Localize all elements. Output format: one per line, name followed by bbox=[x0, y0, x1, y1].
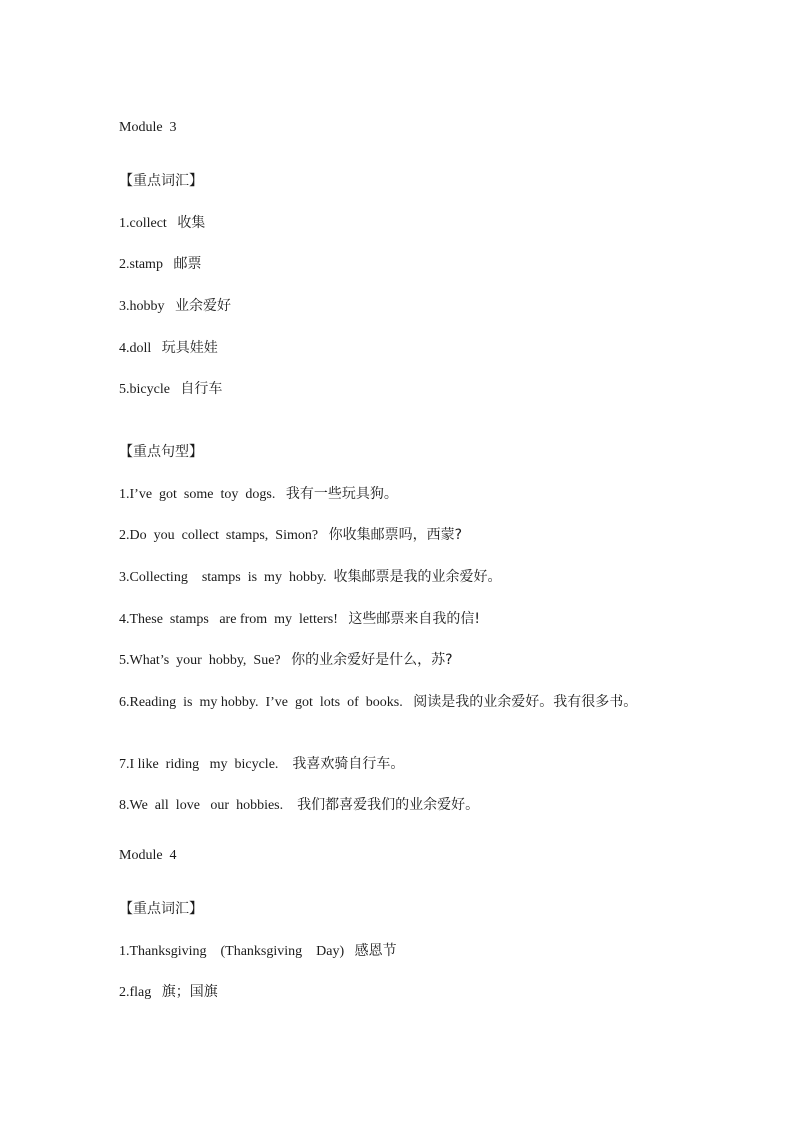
module-3-vocab-item-2 bbox=[119, 255, 201, 274]
vocab-meaning: 玩具娃娃 bbox=[161, 340, 218, 356]
sentence-chinese: 收集邮票是我的业余爱好。 bbox=[333, 569, 502, 585]
module-3-vocab-item-5 bbox=[119, 380, 222, 399]
sentence-english: 4.These stamps are from my letters! bbox=[119, 612, 349, 627]
sentence-english: 2.Do you collect stamps, Simon? bbox=[119, 528, 329, 543]
module-4-vocab-item-2 bbox=[119, 983, 218, 1002]
vocab-word: 1.Thanksgiving (Thanksgiving Day) bbox=[119, 944, 355, 959]
sentence-english: 1.I’ve got some toy dogs. bbox=[119, 487, 286, 502]
module-4-title: Module 4 bbox=[119, 848, 177, 863]
vocab-meaning: 旗；国旗 bbox=[161, 984, 218, 1000]
module-3-sentence-7 bbox=[119, 755, 404, 774]
module-3-sentence-8 bbox=[119, 796, 479, 815]
sentence-chinese: 你的业余爱好是什么，苏? bbox=[291, 652, 453, 668]
vocab-meaning: 邮票 bbox=[173, 256, 202, 272]
vocab-meaning: 收集 bbox=[177, 215, 206, 231]
vocab-word: 2.flag bbox=[119, 985, 162, 1000]
sentence-english: 5.What’s your hobby, Sue? bbox=[119, 653, 292, 668]
vocab-meaning: 自行车 bbox=[180, 381, 223, 397]
vocab-word: 2.stamp bbox=[119, 257, 174, 272]
module-3-title: Module 3 bbox=[119, 120, 177, 135]
module-3-sentence-3 bbox=[119, 568, 502, 587]
vocab-meaning: 业余爱好 bbox=[175, 298, 231, 314]
module-3-sentence-5 bbox=[119, 651, 453, 670]
module-3-vocab-item-3 bbox=[119, 297, 231, 316]
sentence-english: 7.I like riding my bicycle. bbox=[119, 757, 293, 772]
vocab-word: 3.hobby bbox=[119, 299, 175, 314]
sentence-chinese: 这些邮票来自我的信! bbox=[348, 611, 481, 627]
module-4-vocab-heading: 【重点词汇】 bbox=[119, 901, 203, 917]
sentence-english: 3.Collecting stamps is my hobby. bbox=[119, 570, 334, 585]
module-3-sentence-4 bbox=[119, 610, 480, 629]
sentence-chinese: 你收集邮票吗，西蒙? bbox=[328, 527, 463, 543]
vocab-word: 4.doll bbox=[119, 341, 162, 356]
module-3-sentence-1 bbox=[119, 485, 398, 504]
sentence-chinese: 我喜欢骑自行车。 bbox=[292, 756, 405, 772]
sentence-chinese: 我们都喜爱我们的业余爱好。 bbox=[297, 797, 480, 813]
vocab-word: 1.collect bbox=[119, 216, 178, 231]
sentence-english: 8.We all love our hobbies. bbox=[119, 798, 298, 813]
vocab-meaning: 感恩节 bbox=[354, 943, 397, 959]
vocab-word: 5.bicycle bbox=[119, 382, 181, 397]
module-3-vocab-item-1 bbox=[119, 214, 205, 233]
sentence-english: 6.Reading is my hobby. I’ve got lots of books. bbox=[119, 695, 414, 710]
module-3-sentence-heading: 【重点句型】 bbox=[119, 444, 203, 460]
module-3-vocab-heading: 【重点词汇】 bbox=[119, 173, 203, 189]
sentence-chinese: 我有一些玩具狗。 bbox=[285, 486, 398, 502]
module-3-vocab-item-4 bbox=[119, 339, 218, 358]
sentence-chinese: 阅读是我的业余爱好。我有很多书。 bbox=[413, 694, 638, 710]
module-4-vocab-item-1 bbox=[119, 942, 397, 961]
module-3-sentence-6 bbox=[119, 693, 637, 712]
module-3-sentence-2 bbox=[119, 526, 462, 545]
